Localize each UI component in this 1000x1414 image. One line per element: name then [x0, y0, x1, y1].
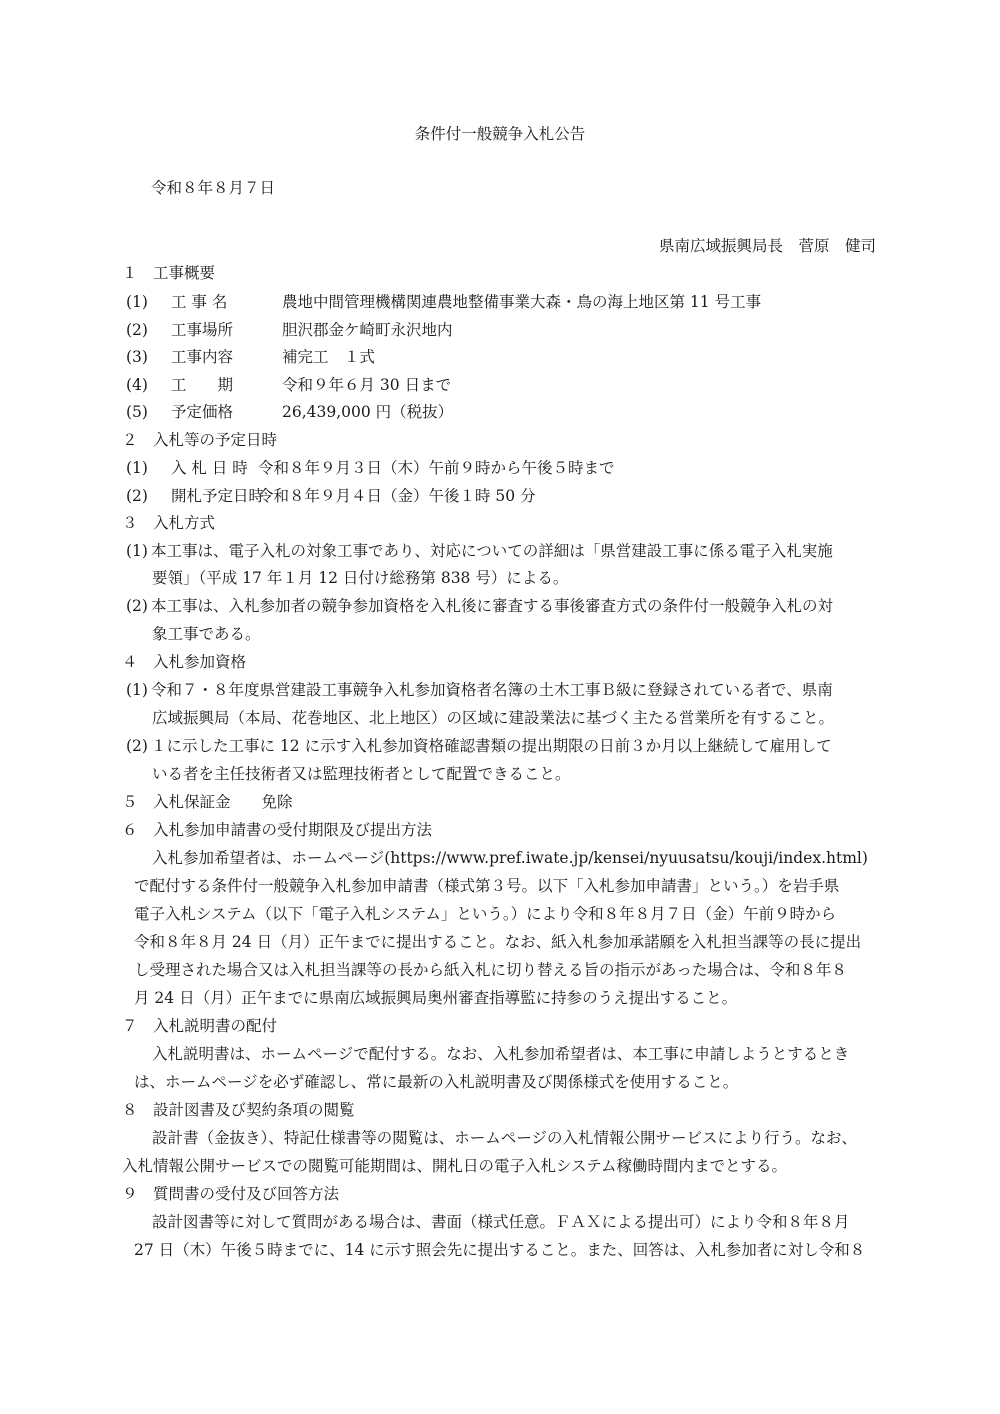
item-text: 本工事は、電子入札の対象工事であり、対応についての詳細は「県営建設工事に係る電子入札実施 [151, 542, 833, 560]
notice-date: 令和８年８月７日 [151, 179, 276, 197]
item-value: 令和９年６月 30 日まで [282, 376, 452, 394]
item-number: (3) [126, 348, 148, 366]
paragraph-line: 入札説明書は、ホームページで配付する。なお、入札参加希望者は、本工事に申請しようとするとき [152, 1045, 850, 1063]
item-value: 胆沢郡金ケ崎町永沢地内 [282, 321, 453, 339]
section-heading: ５ 入札保証金 免除 [122, 793, 293, 811]
paragraph-line: 入札情報公開サービスでの閲覧可能期間は、開札日の電子入札システム稼働時間内までとする。 [122, 1157, 787, 1175]
item-number: (1) [126, 542, 148, 560]
section-heading: ８ 設計図書及び契約条項の閲覧 [122, 1101, 355, 1119]
item-text: 令和７・８年度県営建設工事競争入札参加資格者名簿の土木工事Ｂ級に登録されている者で、県南 [151, 681, 833, 699]
document-title: 条件付一般競争入札公告 [414, 125, 586, 143]
section-heading: ７ 入札説明書の配付 [122, 1017, 278, 1035]
item-text: １に示した工事に 12 に示す入札参加資格確認書類の提出期限の日前３か月以上継続して雇用して [151, 737, 832, 755]
item-number: (2) [126, 737, 148, 755]
item-text: 要領」（平成 17 年１月 12 日付け総務第 838 号）による。 [152, 569, 569, 587]
item-label: 工事場所 [171, 321, 234, 339]
item-number: (4) [126, 376, 148, 394]
section-heading: ６ 入札参加申請書の受付期限及び提出方法 [122, 821, 433, 839]
section-heading: ３ 入札方式 [122, 514, 216, 532]
item-number: (1) [126, 293, 148, 311]
item-number: (2) [126, 487, 148, 505]
paragraph-line: 設計図書等に対して質問がある場合は、書面（様式任意。ＦＡＸによる提出可）により令和８年８月 [152, 1213, 850, 1231]
paragraph-line: は、ホームページを必ず確認し、常に最新の入札説明書及び関係様式を使用すること。 [134, 1073, 739, 1091]
paragraph-line: 令和８年８月 24 日（月）正午までに提出すること。なお、紙入札参加承諾願を入札担当課等の長に提出 [134, 933, 862, 951]
item-label: 予定価格 [171, 403, 234, 421]
item-label: 工 期 [171, 376, 234, 394]
paragraph-line: し受理された場合又は入札担当課等の長から紙入札に切り替える旨の指示があった場合は、令和８年８ [134, 961, 847, 979]
section-heading: ４ 入札参加資格 [122, 653, 247, 671]
item-number: (2) [126, 597, 148, 615]
paragraph-line: 電子入札システム（以下「電子入札システム」という。）により令和８年８月７日（金）午前９時から [134, 905, 837, 923]
item-text: 広域振興局（本局、花巻地区、北上地区）の区域に建設業法に基づく主たる営業所を有すること。 [152, 709, 835, 727]
item-number: (2) [126, 321, 148, 339]
item-value: 農地中間管理機構関連農地整備事業大森・鳥の海上地区第 11 号工事 [282, 293, 762, 311]
paragraph-line: 月 24 日（月）正午までに県南広域振興局奥州審査指導監に持参のうえ提出すること。 [134, 989, 738, 1007]
item-value: 令和８年９月３日（木）午前９時から午後５時まで [258, 459, 615, 477]
item-text: いる者を主任技術者又は監理技術者として配置できること。 [152, 765, 571, 783]
item-label: 開札予定日時 [171, 487, 265, 505]
section-heading: ９ 質問書の受付及び回答方法 [122, 1185, 340, 1203]
item-text: 本工事は、入札参加者の競争参加資格を入札後に審査する事後審査方式の条件付一般競争入札の対 [151, 597, 834, 615]
item-value: 令和８年９月４日（金）午後１時 50 分 [258, 487, 536, 505]
issuer-name: 県南広域振興局長 菅原 健司 [658, 237, 876, 255]
item-number: (1) [126, 459, 148, 477]
item-value: 26,439,000 円（税抜） [282, 403, 454, 421]
paragraph-line: で配付する条件付一般競争入札参加申請書（様式第３号。以下「入札参加申請書」という。）を岩手県 [134, 877, 840, 895]
section-heading: ２ 入札等の予定日時 [122, 431, 278, 449]
item-label: 工事内容 [171, 348, 234, 366]
paragraph-line: 設計書（金抜き）、特記仕様書等の閲覧は、ホームページの入札情報公開サービスにより行う。なお、 [152, 1129, 857, 1147]
item-label: 工 事 名 [171, 293, 228, 311]
item-number: (1) [126, 681, 148, 699]
item-label: 入 札 日 時 [171, 459, 248, 477]
paragraph-line: 27 日（木）午後５時までに、14 に示す照会先に提出すること。また、回答は、入札参加者に対し令和８ [134, 1241, 866, 1259]
section-heading: １ 工事概要 [122, 264, 216, 282]
item-number: (5) [126, 403, 148, 421]
item-text: 象工事である。 [152, 625, 261, 643]
paragraph-line: 入札参加希望者は、ホームページ(https://www.pref.iwate.jp/kensei/nyuusatsu/kouji/index.html) [152, 849, 868, 867]
item-value: 補完工 １式 [282, 348, 376, 366]
